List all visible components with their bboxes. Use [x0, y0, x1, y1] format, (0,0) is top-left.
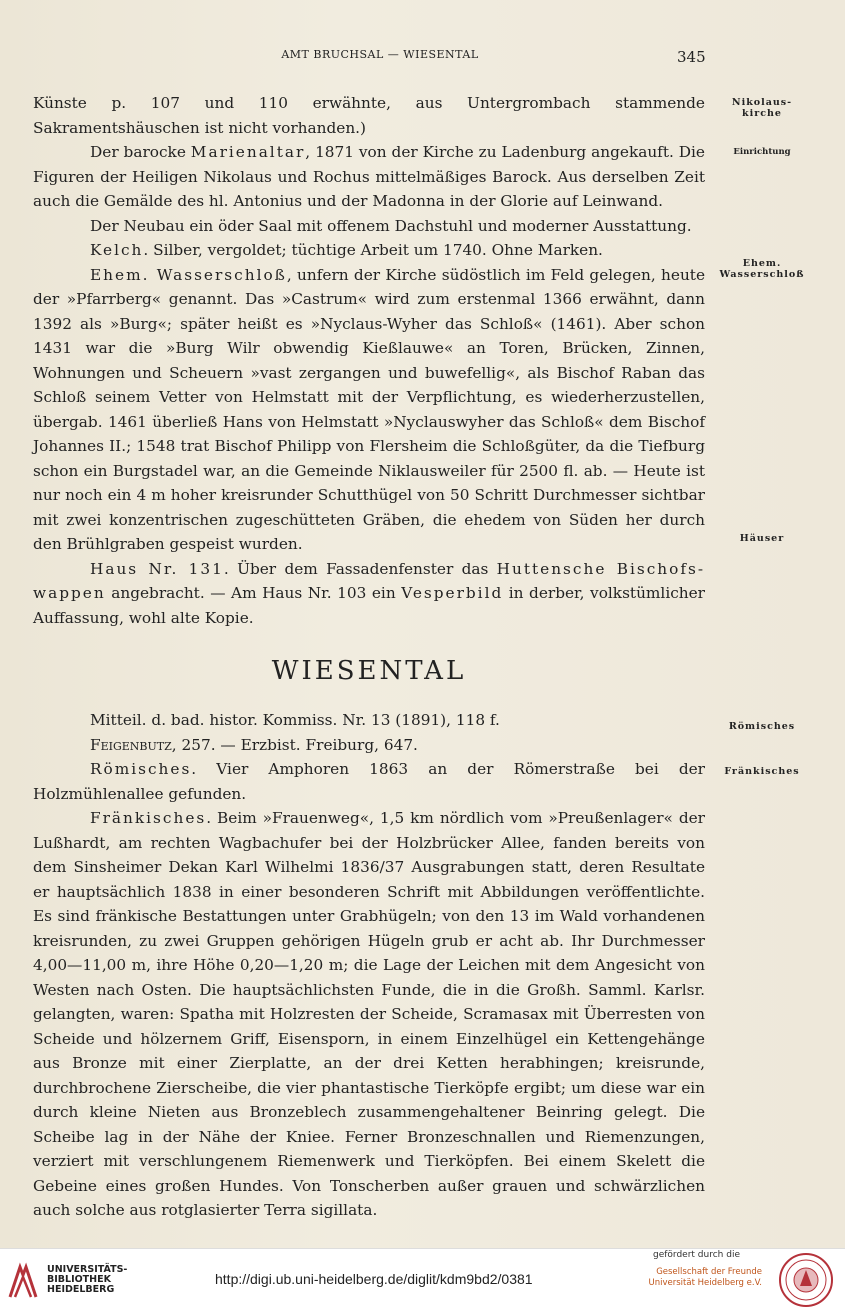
permalink-url[interactable]: http://digi.ub.uni-heidelberg.de/diglit/kdm9bd2/0381: [215, 1271, 533, 1287]
text-body: [33, 91, 705, 1223]
paragraph-marienaltar: Der barocke Marienaltar, 1871 von der Kirche zu Ladenburg angekauft. Die Figuren der Heiligen Nikolaus und Rochus mittelmäßiges Barock. Aus derselben Zeit auch die Gemälde des hl. Antonius und der Madonna in der Glorie auf Leinwand.: [33, 143, 705, 210]
sponsor-name[interactable]: Gesellschaft der Freunde Universität Heidelberg e.V.: [648, 1267, 762, 1288]
margin-note-nikolaus: Nikolaus- kirche: [731, 97, 793, 119]
margin-note-wasserschloss: Ehem. Wasserschloß: [719, 258, 805, 280]
running-title: AMT BRUCHSAL — WIESENTAL: [281, 48, 479, 61]
margin-note-haeuser: Häuser: [739, 533, 785, 544]
reference-mitteilungen: Mitteil. d. bad. histor. Kommiss. Nr. 13 (1891), 118 f.: [90, 711, 500, 729]
margin-note-fraenkisches: Fränkisches: [724, 766, 800, 777]
page-header: [0, 46, 845, 66]
section-title: WIESENTAL: [271, 656, 467, 686]
paragraph-fraenkisches: Fränkisches. Beim »Frauenweg«, 1,5 km nördlich vom »Preußenlager« der Lußhardt, am rechten Wagbachufer bei der Holzbrücker Allee, fanden bereits von dem Sinsheimer Dekan Karl Wilhelmi 1836/37 Ausgrabungen statt, deren Resultate er hauptsächlich 1838 in einer besonderen Schrift mit Abbildungen veröffentlichte. Es sind fränkische Bestattungen unter Grabhügeln; von den 13 im Wald vorhandenen kreisrunden, zu zwei Gruppen gehörigen Hügeln grub er acht ab. Ihr Durchmesser 4,00—11,00 m, ihre Höhe 0,20—1,20 m; die Lage der Leichen mit dem Angesicht von Westen nach Osten. Die hauptsächlichsten Funde, die in die Großh. Samml. Karlsr. gelangten, waren: Spatha mit Holzresten der Scheide, Scramasax mit Überresten von Scheide und hölzernem Griff, Eisensporn, in einem Einzelhügel ein Kettengehänge aus Bronze mit einer Zierplatte, an der drei Ketten herabhingen; kreisrunde, durchbrochene Zierscheibe, die vier phantastische Tierköpfe ergibt; um diese war ein durch kleine Nieten aus Bronzeblech zusammengehaltener Beinring gelegt. Die Scheibe lag in der Nähe der Kniee. Ferner Bronzeschnallen und Riemenzungen, verziert mit verschlungenem Riemenwerk und Tierköpfen. Bei einem Skelett die Gebeine eines großen Hundes. Von Tonscherben außer grauen und schwärzlichen auch solche aus rotglasierter Terra sigillata.: [33, 809, 705, 1219]
university-seal-icon[interactable]: [778, 1252, 834, 1308]
margin-note-einrichtung: Einrichtung: [733, 147, 791, 157]
paragraph-wasserschloss: Ehem. Wasserschloß, unfern der Kirche südöstlich im Feld gelegen, heute der »Pfarrberg« genannt. Das »Castrum« wird zum erstenmal 1366 erwähnt, dann 1392 als »Burg«; später heißt es »Nyclaus-Wyher das Schloß« (1461). Aber schon 1431 war die »Burg Wilr obwendig Kießlauwe« an Toren, Brücken, Zinnen, Wohnungen und Scheuern »vast zergangen und buwefellig«, als Bischof Raban das Schloß seinem Vetter von Helmstatt mit der Verpflichtung, es wiederherzustellen, übergab. 1461 überließ Hans von Helmstatt »Nyclauswyher das Schloß« dem Bischof Johannes II.; 1548 trat Bischof Philipp von Flersheim die Schloßgüter, da die Tiefburg schon ein Burgstadel war, an die Gemeinde Niklausweiler für 2500 fl. ab. — Heute ist nur noch ein 4 m hoher kreisrunder Schutthügel von 50 Schritt Durchmesser sichtbar mit zwei konzentrischen zugeschütteten Gräben, die ehedem von Süden her durch den Brühlgraben gespeist wurden.: [33, 265, 705, 553]
margin-note-roemisches: Römisches: [728, 721, 796, 732]
paragraph-haeuser: Haus Nr. 131. Über dem Fassadenfenster das Huttensche Bischofs-wappen angebracht. — Am Haus Nr. 103 ein Vesperbild in derber, volkstümlicher Auffassung, wohl alte Kopie.: [33, 559, 705, 627]
paragraph-kelch: Kelch. Silber, vergoldet; tüchtige Arbeit um 1740. Ohne Marken.: [90, 241, 603, 259]
paragraph-roemisches: Römisches. Vier Amphoren 1863 an der Römerstraße bei der Holzmühlenallee gefunden.: [33, 760, 705, 803]
paragraph-neubau: Der Neubau ein öder Saal mit offenem Dachstuhl und moderner Ausstattung.: [90, 216, 692, 235]
paragraph-sakramentshaeuschen: Künste p. 107 und 110 erwähnte, aus Untergrombach stammende Sakramentshäuschen ist nicht vorhanden.): [33, 94, 705, 137]
reference-feigenbutz: Feigenbutz, 257. — Erzbist. Freiburg, 647.: [90, 735, 418, 754]
viewer-footer: [0, 1248, 845, 1309]
page-number: 345: [677, 48, 706, 66]
library-name[interactable]: UNIVERSITÄTS- BIBLIOTHEK HEIDELBERG: [47, 1264, 128, 1295]
sponsor-label: gefördert durch die: [653, 1250, 740, 1260]
library-logo-icon[interactable]: [6, 1261, 40, 1301]
